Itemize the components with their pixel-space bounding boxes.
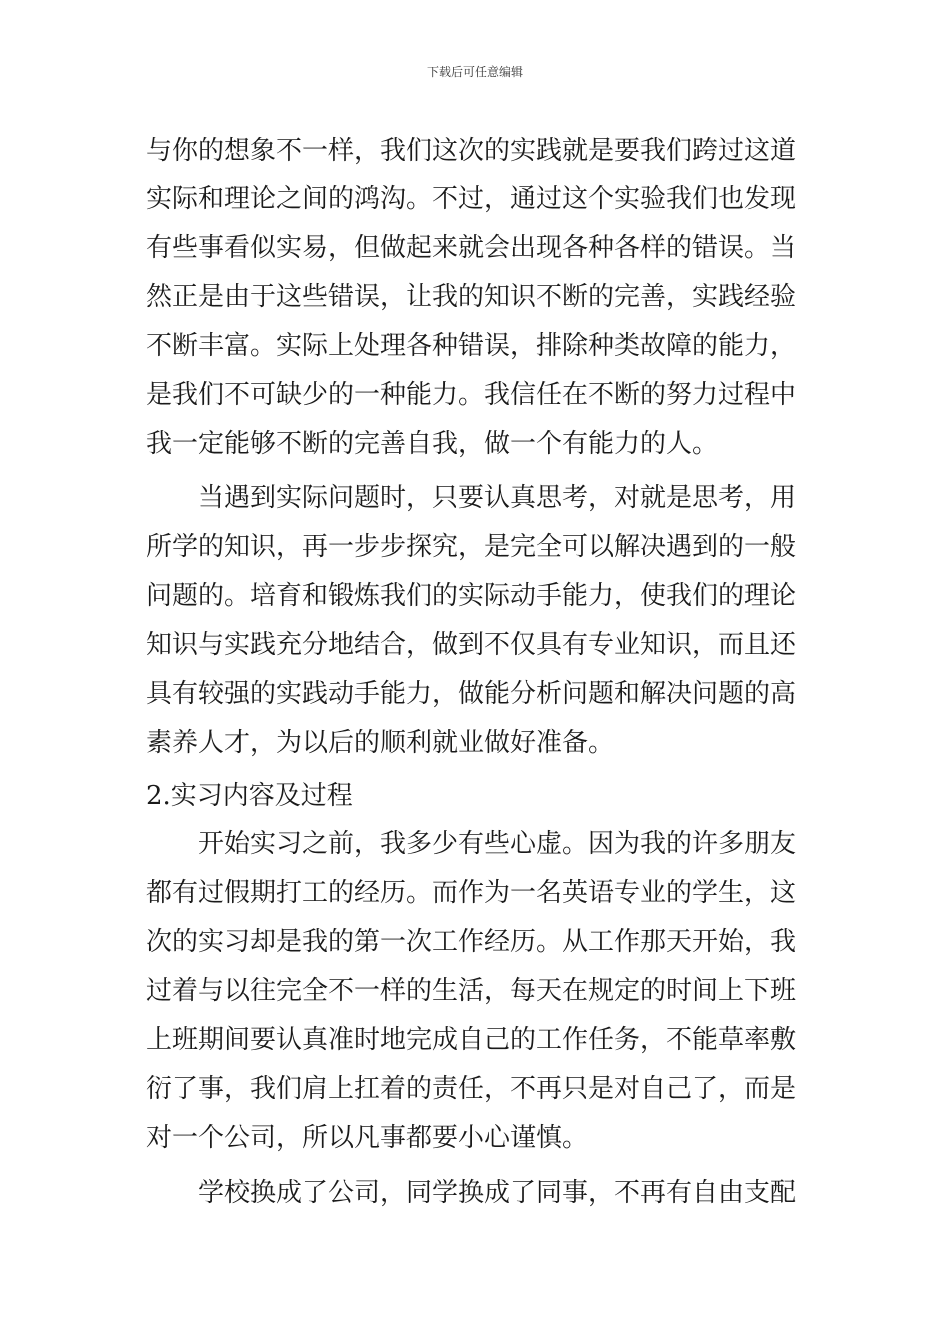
paragraph-first-line: 当遇到实际问题时，只要认真思考，对就是思考，用 xyxy=(198,483,797,513)
text-line: 具有较强的实践动手能力，做能分析问题和解决问题的高 xyxy=(146,679,797,709)
text-line: 知识与实践充分地结合，做到不仅具有专业知识，而且还 xyxy=(146,630,797,660)
paragraph-first-line: 开始实习之前，我多少有些心虚。因为我的许多朋友 xyxy=(198,829,797,859)
text-line: 素养人才，为以后的顺利就业做好准备。 xyxy=(146,728,615,758)
text-line: 过着与以往完全不一样的生活，每天在规定的时间上下班 xyxy=(146,976,797,1006)
text-line: 与你的想象不一样，我们这次的实践就是要我们跨过这道 xyxy=(146,136,797,166)
text-line: 不断丰富。实际上处理各种错误，排除种类故障的能力， xyxy=(146,331,797,361)
text-line: 然正是由于这些错误，让我的知识不断的完善，实践经验 xyxy=(146,282,797,312)
text-line: 有些事看似实易，但做起来就会出现各种各样的错误。当 xyxy=(146,233,797,263)
text-line: 上班期间要认真准时地完成自己的工作任务，不能草率敷 xyxy=(146,1025,797,1055)
page-header: 下载后可任意编辑 xyxy=(426,65,523,79)
text-line: 实际和理论之间的鸿沟。不过，通过这个实验我们也发现 xyxy=(146,184,797,214)
section-heading: 2.实习内容及过程 xyxy=(146,781,353,811)
text-line: 对一个公司，所以凡事都要小心谨慎。 xyxy=(146,1123,589,1153)
text-line: 次的实习却是我的第一次工作经历。从工作那天开始，我 xyxy=(146,927,797,957)
text-line: 都有过假期打工的经历。而作为一名英语专业的学生，这 xyxy=(146,878,797,908)
text-line: 衍了事，我们肩上扛着的责任，不再只是对自己了，而是 xyxy=(146,1074,797,1104)
text-line: 所学的知识，再一步步探究，是完全可以解决遇到的一般 xyxy=(146,532,797,562)
paragraph-first-line: 学校换成了公司，同学换成了同事，不再有自由支配 xyxy=(198,1178,797,1208)
text-line: 是我们不可缺少的一种能力。我信任在不断的努力过程中 xyxy=(146,380,797,410)
text-line: 问题的。培育和锻炼我们的实际动手能力，使我们的理论 xyxy=(146,581,797,611)
text-line: 我一定能够不断的完善自我，做一个有能力的人。 xyxy=(146,429,719,459)
